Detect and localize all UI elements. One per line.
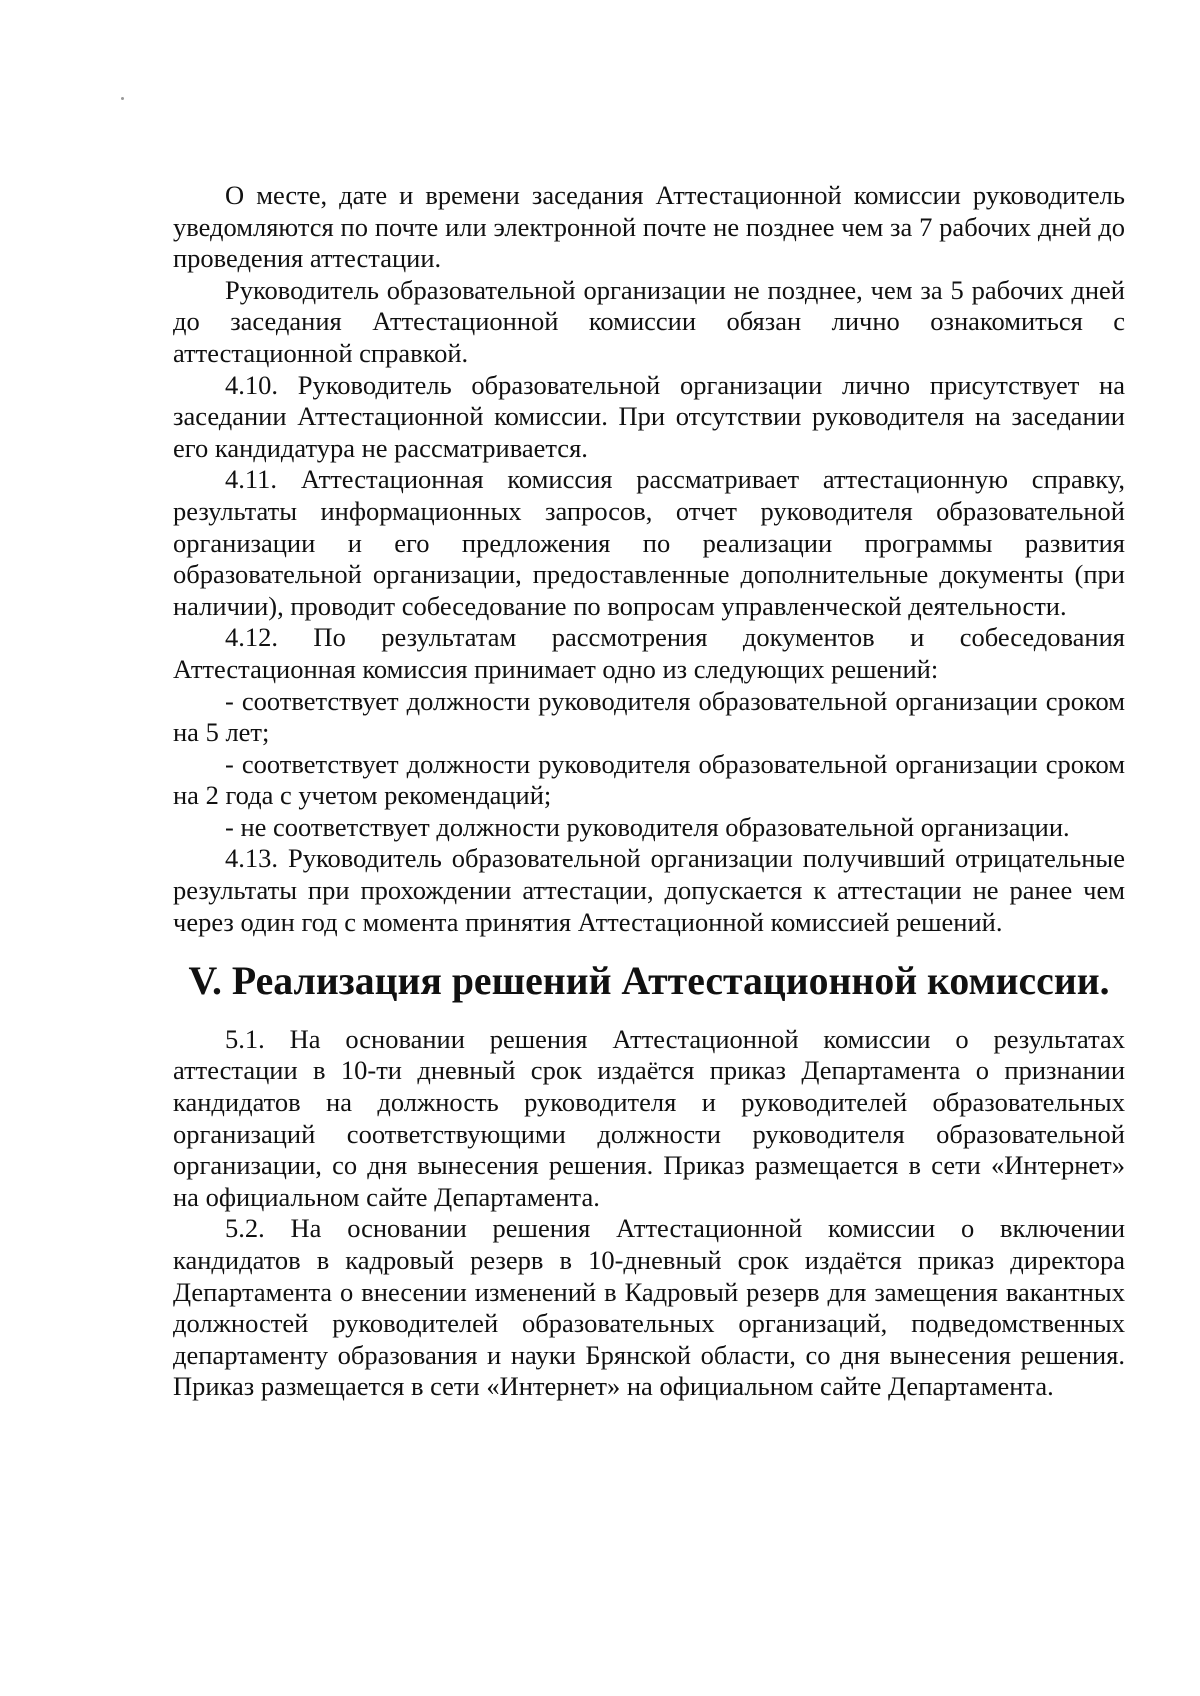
decision-list	[173, 686, 1125, 844]
paragraph-certificate-review: Руководитель образовательной организации не позднее, чем за 5 рабочих дней до заседания Аттестационной комиссии обязан лично ознакомиться с аттестационной справкой.	[173, 274, 1125, 368]
section-title: V. Реализация решений Аттестационной комиссии.	[188, 959, 1110, 1004]
decision-item: - не соответствует должности руководителя образовательной организации.	[225, 811, 1070, 842]
paragraph-4-12: 4.12. По результатам рассмотрения документов и собеседования Аттестационная комиссия принимает одно из следующих решений:	[173, 622, 1125, 684]
decision-item: - соответствует должности руководителя образовательной организации сроком на 2 года с учетом рекомендаций;	[173, 748, 1125, 811]
paragraph-5-2: 5.2. На основании решения Аттестационной комиссии о включении кандидатов в кадровый резерв в 10-дневный срок издаётся приказ директора Департамента о внесении изменений в Кадровый резерв для замещения вакантных должностей руководителей образовательных организаций, подведомственных департаменту образования и науки Брянской области, со дня вынесения решения. Приказ размещается в сети «Интернет» на официальном сайте Департамента.	[173, 1213, 1125, 1402]
decision-item: - соответствует должности руководителя образовательной организации сроком на 5 лет;	[173, 685, 1125, 748]
paragraph-4-13: 4.13. Руководитель образовательной организации получивший отрицательные результаты при прохождении аттестации, допускается к аттестации не ранее чем через один год с момента принятия Аттестационной комиссией решений.	[173, 843, 1125, 937]
paragraph-4-10: 4.10. Руководитель образовательной организации лично присутствует на заседании Аттестационной комиссии. При отсутствии руководителя на заседании его кандидатура не рассматривается.	[173, 369, 1125, 463]
paragraph-5-1: 5.1. На основании решения Аттестационной комиссии о результатах аттестации в 10-ти дневный срок издаётся приказ Департамента о признании кандидатов на должность руководителя и руководителей образовательных организаций соответствующими должности руководителя образовательной организации, со дня вынесения решения. Приказ размещается в сети «Интернет» на официальном сайте Департамента.	[173, 1023, 1125, 1212]
paragraph-4-11: 4.11. Аттестационная комиссия рассматривает аттестационную справку, результаты информационных запросов, отчет руководителя образовательной организации и его предложения по реализации программы развития образовательной организации, предоставленные дополнительные документы (при наличии), проводит собеседование по вопросам управленческой деятельности.	[173, 464, 1125, 621]
document-body	[173, 180, 1125, 1403]
scan-speck	[121, 97, 124, 100]
paragraph-meeting-notice: О месте, дате и времени заседания Аттестационной комиссии руководитель уведомляются по почте или электронной почте не позднее чем за 7 рабочих дней до проведения аттестации.	[173, 180, 1125, 274]
